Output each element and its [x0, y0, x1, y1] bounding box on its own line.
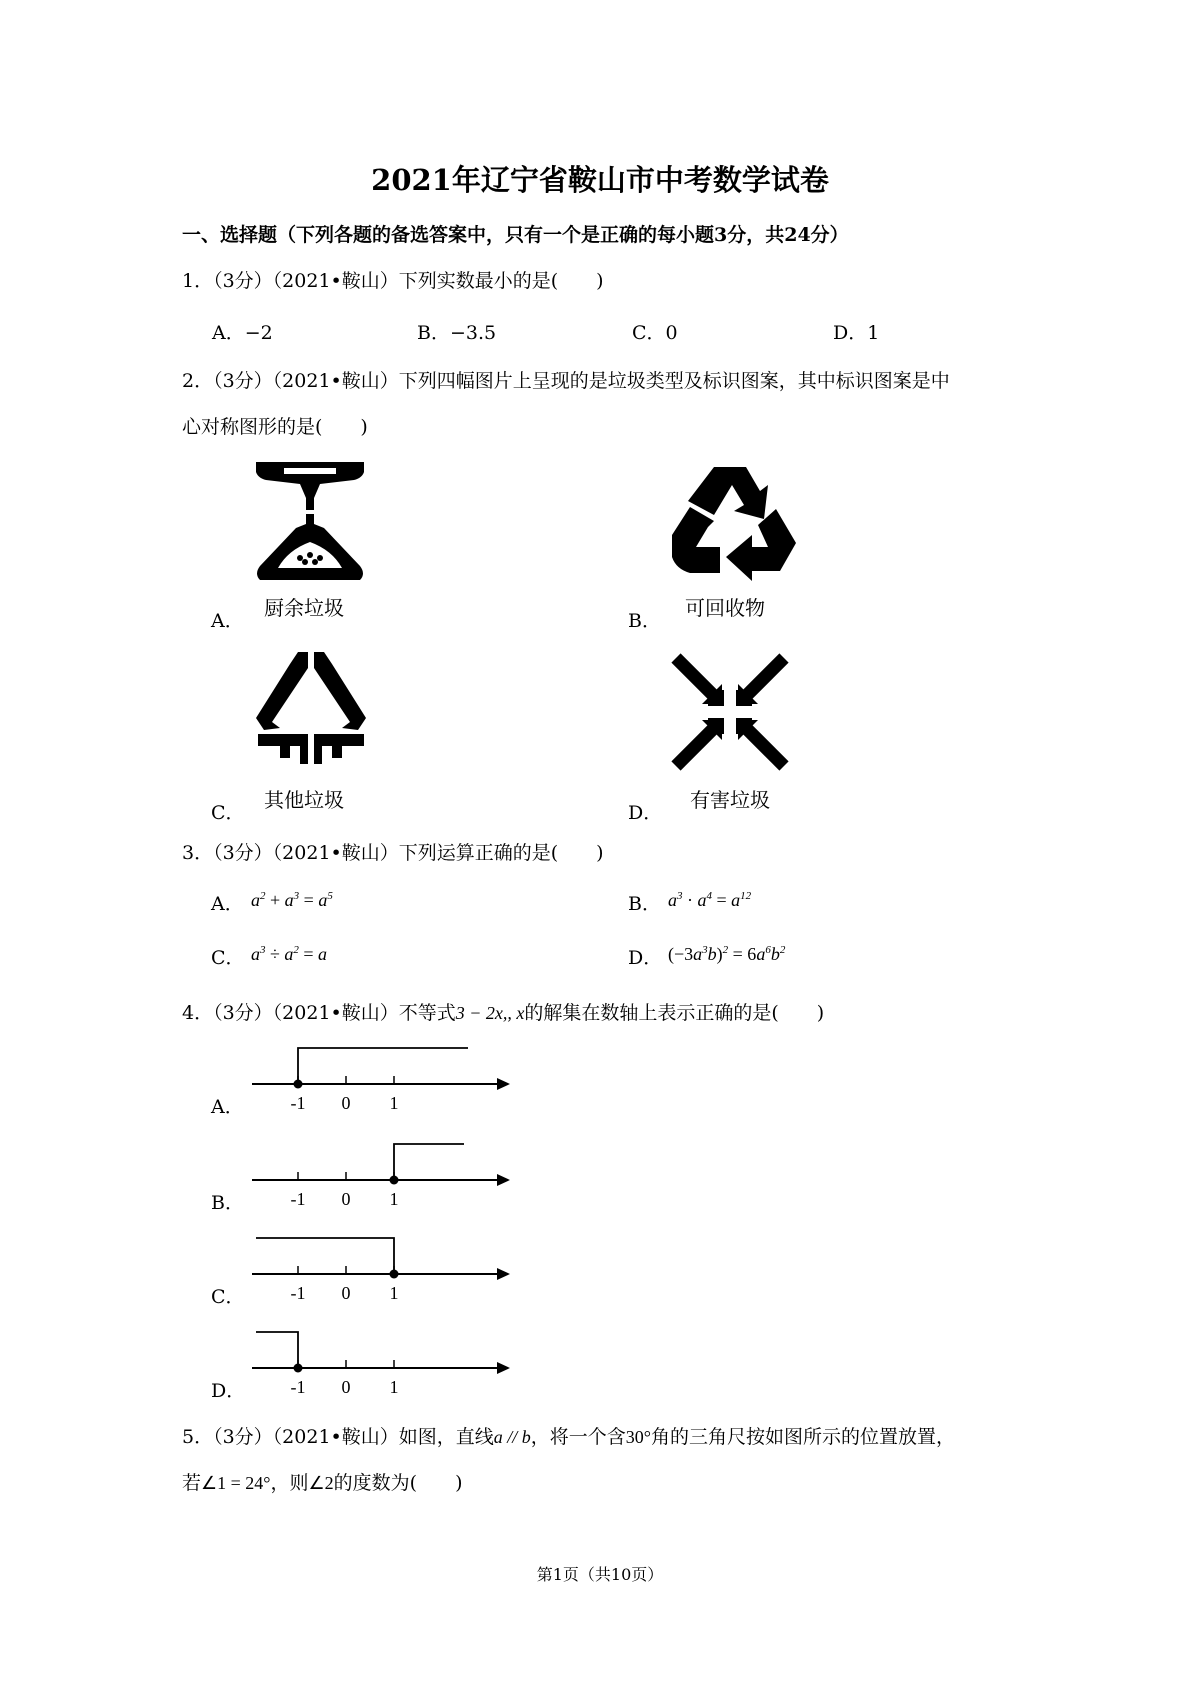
question-3-option-d-letter: D．: [628, 947, 663, 969]
question-4-inequality: 3 − 2x,, x: [455, 1003, 525, 1023]
question-2-stem-line-1: 2．（3分）（2021•鞍山）下列四幅图片上呈现的是垃圾类型及标识图案，其中标识图案是中: [182, 370, 950, 392]
axis-arrow: [497, 1268, 510, 1280]
question-5-line-2-post: 的度数为( ): [333, 1472, 463, 1494]
tick-label: 1: [389, 1189, 399, 1209]
tick-label: 0: [341, 1377, 351, 1397]
question-5-line-2-pre: 若: [182, 1472, 202, 1494]
page-title: 2021年辽宁省鞍山市中考数学试卷: [371, 163, 829, 197]
solid-endpoint: [390, 1176, 399, 1185]
tick-label: 0: [341, 1283, 351, 1303]
question-4-option-d-letter: D．: [211, 1380, 246, 1402]
page-footer: 第1页（共10页）: [536, 1565, 664, 1584]
question-5-line-1-pre: 5．（3分）（2021•鞍山）如图，直线: [182, 1426, 494, 1448]
question-2-label-a: 厨余垃圾: [264, 596, 344, 620]
question-5-line-1: [182, 1422, 955, 1449]
question-3-option-a-expression: $a^2 + a^3 = a^5$: [251, 890, 333, 910]
number-line-a: [252, 1040, 522, 1115]
kitchen-waste-icon: [250, 458, 370, 583]
axis-arrow: [497, 1078, 510, 1090]
tick-label: 0: [341, 1093, 351, 1113]
tick-label: -1: [290, 1377, 306, 1397]
question-3-option-c-letter: C．: [211, 947, 245, 969]
question-4-option-a-letter: A．: [211, 1096, 244, 1118]
other-waste-icon: [250, 648, 372, 764]
question-4-option-b-letter: B．: [211, 1192, 244, 1214]
axis-arrow: [497, 1362, 510, 1374]
tick-label: 1: [389, 1377, 399, 1397]
number-line-c: [252, 1230, 522, 1305]
axis-arrow: [497, 1174, 510, 1186]
question-2-label-b: 可回收物: [685, 596, 765, 620]
number-line-b: [252, 1136, 522, 1211]
question-5-angle-2: ∠2: [308, 1473, 334, 1493]
question-5-line-2-mid: ，则: [270, 1472, 309, 1494]
question-5-line-1-post: 角的三角尺按如图所示的位置放置，: [650, 1426, 955, 1448]
question-3-option-b-expression: $a^3 \cdot a^4 = a^{12}$: [668, 890, 752, 910]
solid-endpoint: [294, 1364, 303, 1373]
question-2-label-c: 其他垃圾: [264, 788, 344, 812]
recycle-icon: [668, 463, 804, 581]
solution-bracket: [394, 1144, 464, 1180]
tick-label: -1: [290, 1093, 306, 1113]
solution-bracket: [298, 1048, 468, 1084]
question-3-option-b-letter: B．: [628, 893, 661, 915]
tick-label: -1: [290, 1189, 306, 1209]
question-1-option-b: B．−3.5: [417, 322, 497, 344]
question-5-line-1-mid: ，将一个含: [530, 1426, 626, 1448]
question-2-option-c-letter: C．: [211, 802, 245, 824]
solid-endpoint: [390, 1270, 399, 1279]
tick-label: 0: [341, 1189, 351, 1209]
question-5-parallel-lines: a // b: [493, 1427, 531, 1447]
question-3-option-a-letter: A．: [211, 893, 244, 915]
solution-bracket: [256, 1332, 298, 1368]
question-4-stem: [182, 998, 824, 1025]
section-heading: 一、选择题（下列各题的备选答案中，只有一个是正确的每小题3分，共24分）: [182, 224, 849, 246]
question-1-option-d: D．1: [833, 322, 880, 344]
question-4-option-c-letter: C．: [211, 1286, 245, 1308]
tick-label: 1: [389, 1093, 399, 1113]
question-4-stem-post: 的解集在数轴上表示正确的是( ): [524, 1002, 825, 1024]
solid-endpoint: [294, 1080, 303, 1089]
question-5-angle-1: ∠1 = 24°: [201, 1473, 271, 1493]
question-1-option-c: C．0: [632, 322, 678, 344]
question-4-stem-pre: 4．（3分）（2021•鞍山）不等式: [182, 1002, 456, 1024]
question-5-line-2: [182, 1468, 463, 1495]
question-2-option-b-letter: B．: [628, 610, 661, 632]
hazardous-waste-icon: [668, 650, 792, 774]
number-line-d: [252, 1324, 522, 1399]
question-1-option-a: A．−2: [212, 322, 273, 344]
question-1-stem: 1．（3分）（2021•鞍山）下列实数最小的是( ): [182, 270, 604, 292]
solution-bracket: [256, 1238, 394, 1274]
tick-label: -1: [290, 1283, 306, 1303]
question-2-option-d-letter: D．: [628, 802, 663, 824]
question-2-stem-line-2: 心对称图形的是( ): [182, 416, 368, 438]
question-2-option-a-letter: A．: [211, 610, 244, 632]
tick-label: 1: [389, 1283, 399, 1303]
question-3-option-c-expression: $a^3 \div a^2 = a$: [251, 944, 328, 964]
question-3-stem: 3．（3分）（2021•鞍山）下列运算正确的是( ): [182, 842, 604, 864]
question-2-label-d: 有害垃圾: [690, 788, 770, 812]
question-5-angle-30: 30°: [625, 1427, 651, 1447]
question-3-option-d-expression: $(-3a^3b)^2 = 6a^6b^2$: [668, 944, 786, 964]
